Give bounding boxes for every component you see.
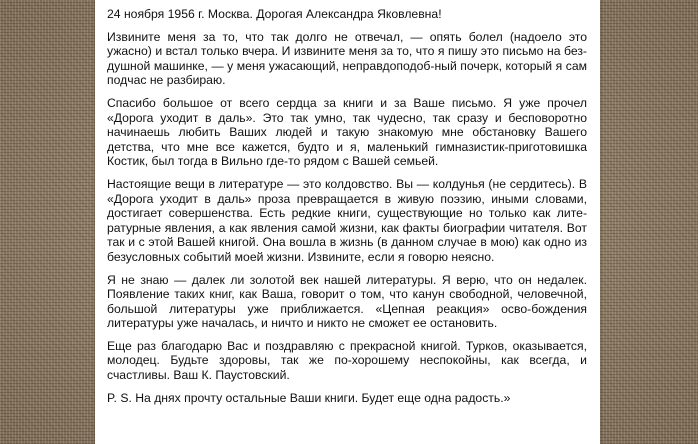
letter-paragraph-2: Спасибо большое от всего сердца за книги и за Ваше письмо. Я уже прочел «Дорога уходит в даль». Это так умно, так чудесно, так сразу и бесповоротно начинаешь любить Ваших людей и такую знакомую мне обстановку Вашего детства, что мне все кажется, будто и я, маленький гимназистик-приготовишка Костик, был тогда в Вильно где-то рядом с Вашей семьей. [107,95,587,169]
letter-paragraph-1: Извините меня за то, что так долго не отвечал, — опять болел (надоело это ужасно) и встал только вчера. И извините меня за то, что я пишу это письмо на без-душной машинке, — у меня ужасающий, неправдоподоб-ный почерк, который я сам подчас не разбираю. [107,29,587,88]
letter-paragraph-5: Еще раз благодарю Вас и поздравляю с прекрасной книгой. Турков, оказывается, молодец. Будьте здоровы, так же по-хорошему неспокойны, как всегда, и счастливы. Ваш К. Паустовский. [107,338,587,383]
letter-postscript: P. S. На днях прочту остальные Ваши книги. Будет еще одна радость.» [107,390,511,405]
letter-paragraph-4: Я не знаю — далек ли золотой век нашей литературы. Я верю, что он недалек. Появление таких книг, как Ваша, говорит о том, что канун свободной, человечной, большой литературы уже приближается. «Цепная реакция» осво-бождения литературы уже началась, и ничто и никто не сможет ее остановить. [107,272,587,331]
letter-body [107,7,587,405]
letter-paragraph-3: Настоящие вещи в литературе — это колдовство. Вы — колдунья (не сердитесь). В «Дорога уходит в даль» проза превращается в живую поэзию, иными словами, достигает совершенства. Есть редкие книги, существующие но только как лите-ратурные явления, а как явления самой жизни, как факты биографии читателя. Вот так и с этой Вашей книгой. Она вошла в жизнь (в данном случае в мою) как одно из безусловных событий моей жизни. Извините, если я говорю неясно. [107,176,587,264]
letter-header: 24 ноября 1956 г. Москва. Дорогая Александра Яковлевна! [107,7,442,21]
letter-page [95,0,600,444]
